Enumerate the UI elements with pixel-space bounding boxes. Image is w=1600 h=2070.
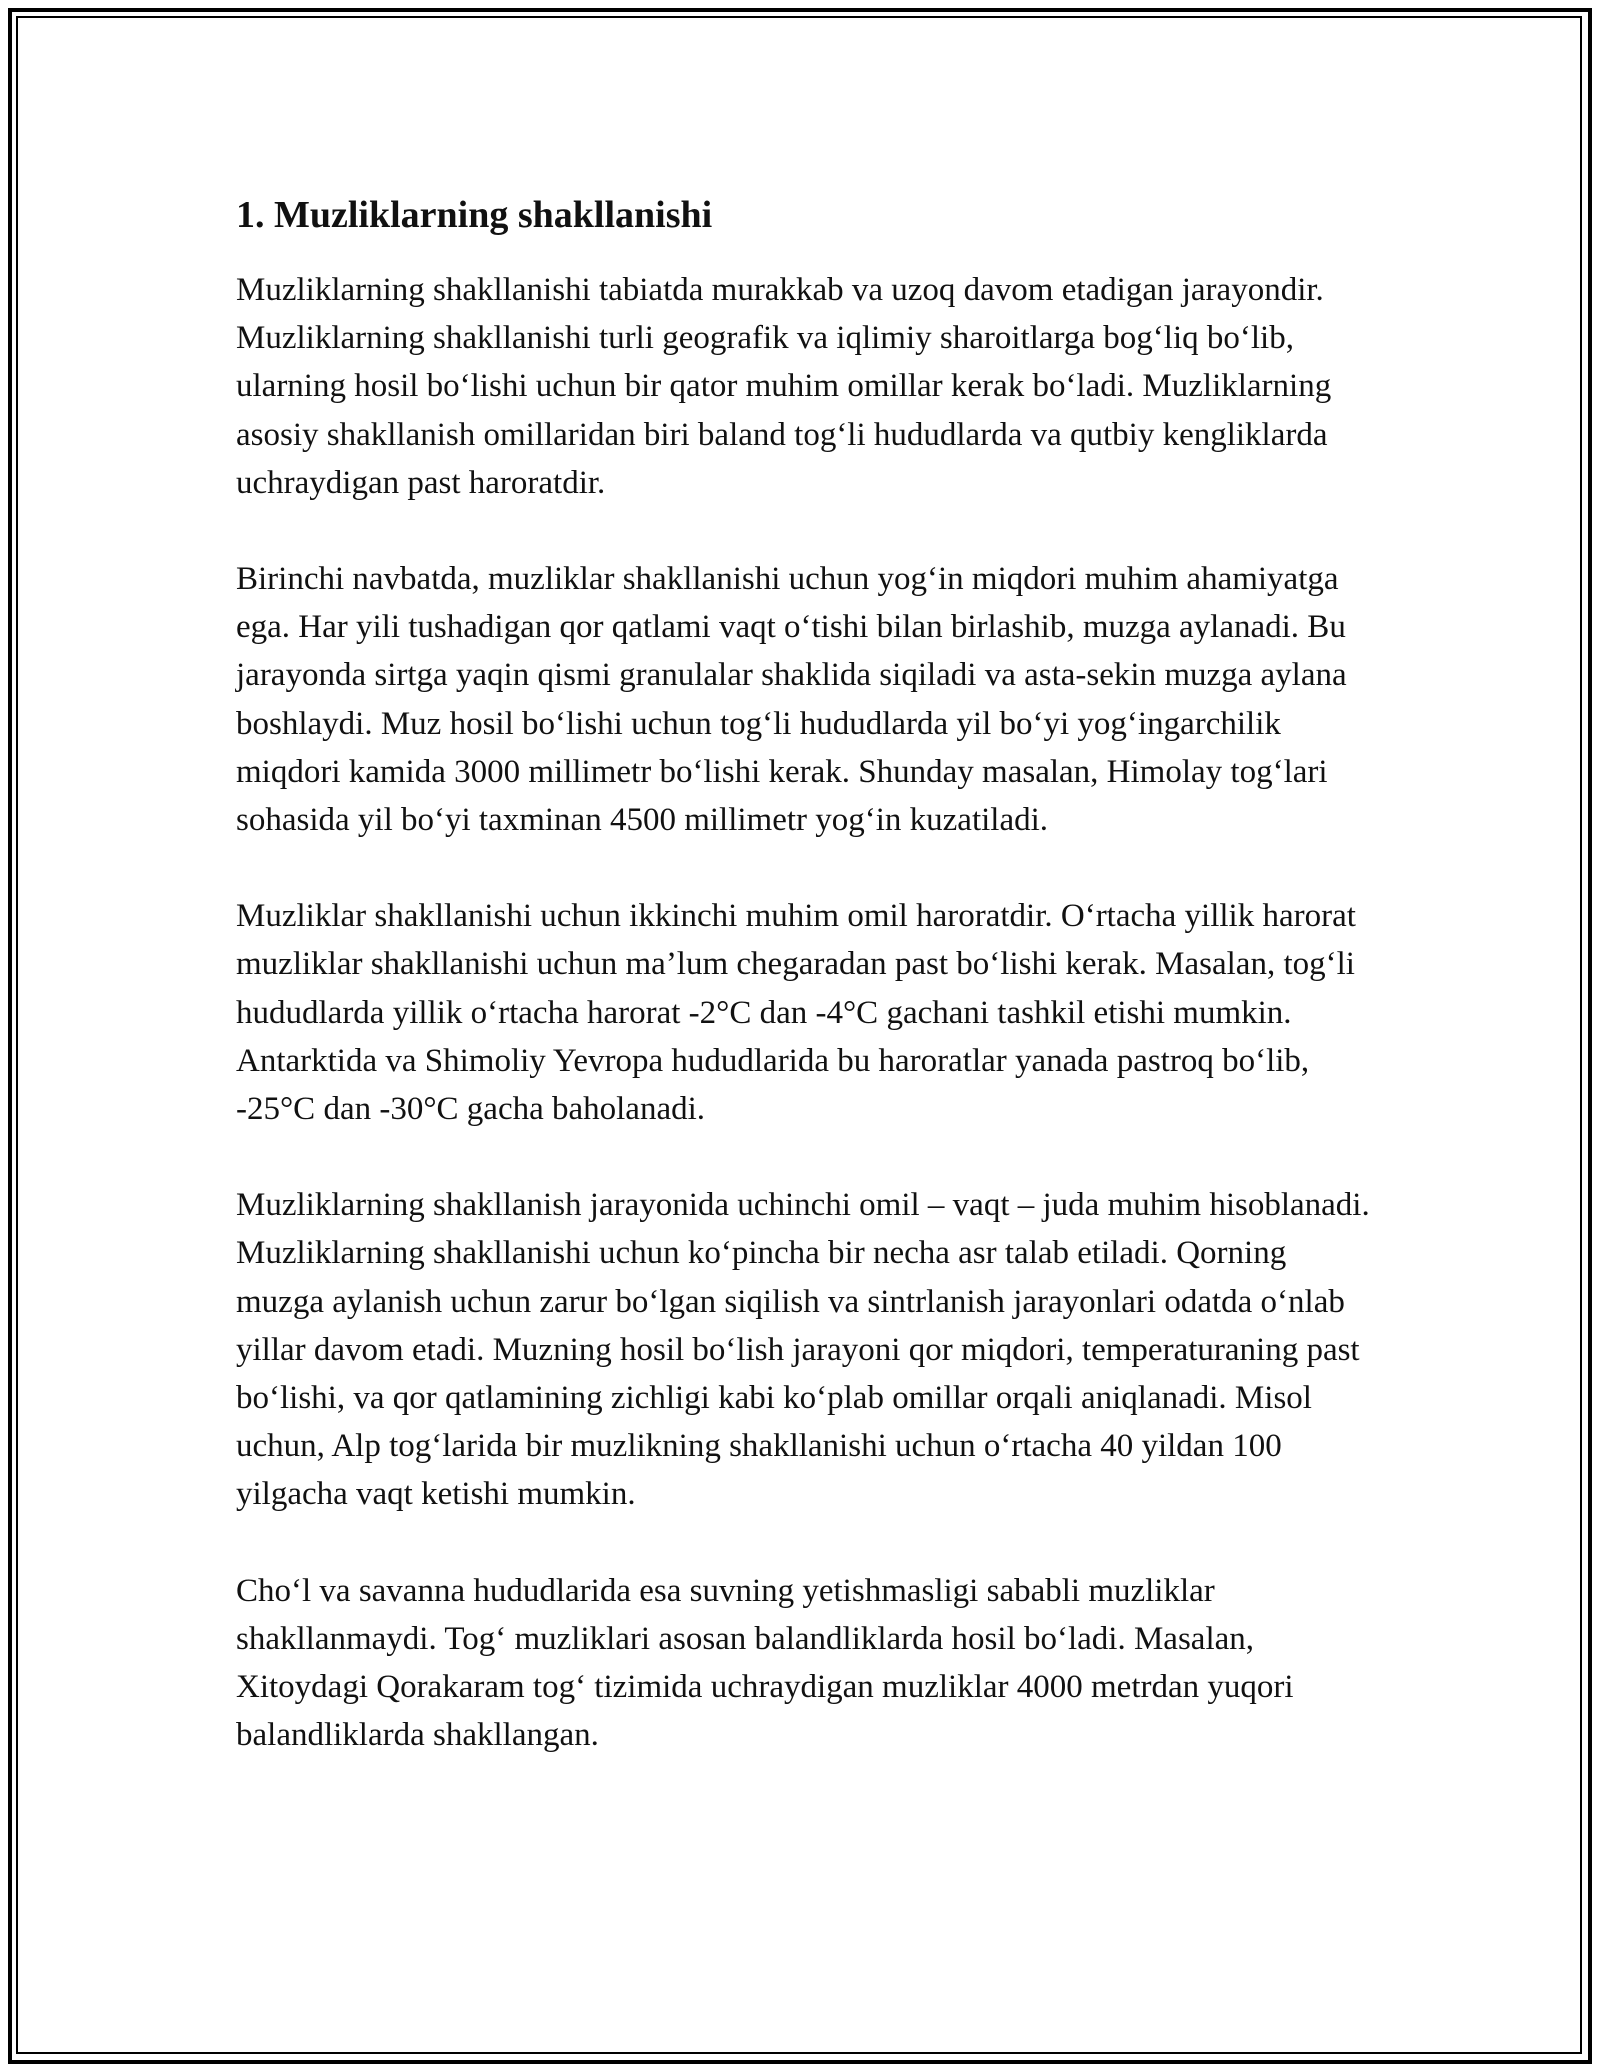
section-heading: 1. Muzliklarning shakllanishi (236, 194, 713, 236)
paragraph-2: Birinchi navbatda, muzliklar shakllanishi uchun yog‘in miqdori muhim ahamiyatga ega. Har yili tushadigan qor qatlami vaqt o‘tishi bilan birlashib, muzga aylanadi. Bu jarayonda sirtga yaqin qismi granulalar shaklida siqiladi va asta-sekin muzga aylana boshlaydi. Muz hosil bo‘lishi uchun tog‘li hududlarda yil bo‘yi yog‘ingarchilik miqdori kamida 3000 millimetr bo‘lishi kerak. Shunday masalan, Himolay tog‘lari sohasida yil bo‘yi taxminan 4500 millimetr yog‘in kuzatiladi. (236, 561, 1347, 839)
paragraph-3: Muzliklar shakllanishi uchun ikkinchi muhim omil haroratdir. O‘rtacha yillik harorat muzliklar shakllanishi uchun ma’lum chegaradan past bo‘lishi kerak. Masalan, tog‘li hududlarda yillik o‘rtacha harorat -2°C dan -4°C gachani tashkil etishi mumkin. Antarktida va Shimoliy Yevropa hududlarida bu haroratlar yanada pastroq bo‘lib, -25°C dan -30°C gacha baholanadi. (236, 898, 1356, 1128)
paragraph-4: Muzliklarning shakllanish jarayonida uchinchi omil – vaqt – juda muhim hisoblanadi. Muzliklarning shakllanishi uchun ko‘pincha bir necha asr talab etiladi. Qorning muzga aylanish uchun zarur bo‘lgan siqilish va sintrlanish jarayonlari odatda o‘nlab yillar davom etadi. Muzning hosil bo‘lish jarayoni qor miqdori, temperaturaning past bo‘lishi, va qor qatlamining zichligi kabi ko‘plab omillar orqali aniqlanadi. Misol uchun, Alp tog‘larida bir muzlikning shakllanishi uchun o‘rtacha 40 yildan 100 yilgacha vaqt ketishi mumkin. (236, 1187, 1370, 1513)
document-body (236, 188, 1376, 1807)
paragraph-1: Muzliklarning shakllanishi tabiatda murakkab va uzoq davom etadigan jarayondir. Muzliklarning shakllanishi turli geografik va iqlimiy sharoitlarga bog‘liq bo‘lib, ularning hosil bo‘lishi uchun bir qator muhim omillar kerak bo‘ladi. Muzliklarning asosiy shakllanish omillaridan biri baland tog‘li hududlarda va qutbiy kengliklarda uchraydigan past haroratdir. (236, 272, 1332, 501)
paragraph-5: Cho‘l va savanna hududlarida esa suvning yetishmasligi sababli muzliklar shakllanmaydi. Tog‘ muzliklari asosan balandliklarda hosil bo‘ladi. Masalan, Xitoydagi Qorakaram tog‘ tizimida uchraydigan muzliklar 4000 metrdan yuqori balandliklarda shakllangan. (236, 1572, 1294, 1754)
